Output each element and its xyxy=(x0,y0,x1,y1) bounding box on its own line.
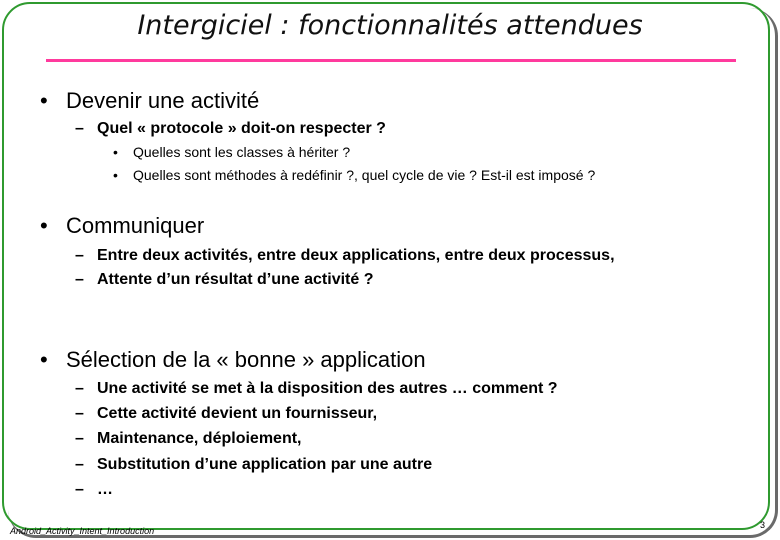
bullet-icon: • xyxy=(40,213,48,238)
subsub-item-text: Quelles sont méthodes à redéfinir ?, quel cycle de vie ? Est-il est imposé ? xyxy=(133,167,596,183)
subsub-item xyxy=(113,167,595,183)
bullet-heading: Sélection de la « bonne » application xyxy=(66,347,426,372)
sub-item-text: Attente d’un résultat d’une activité ? xyxy=(97,271,374,288)
subsub-item xyxy=(113,144,350,160)
sub-item xyxy=(75,405,377,423)
sub-item xyxy=(75,430,301,448)
dash-icon: – xyxy=(75,430,84,447)
sub-item xyxy=(75,271,373,289)
sub-item xyxy=(75,456,432,474)
sub-item xyxy=(75,481,113,499)
sub-item xyxy=(75,247,615,265)
page-number: 3 xyxy=(760,520,766,530)
dash-icon: – xyxy=(75,271,84,288)
bullet-icon: • xyxy=(40,88,48,113)
sub-item-text: Maintenance, déploiement, xyxy=(97,430,302,447)
bullet-selection-application xyxy=(40,347,426,373)
bullet-heading: Devenir une activité xyxy=(66,88,260,113)
subsub-item-text: Quelles sont les classes à hériter ? xyxy=(133,144,351,160)
sub-item-text: … xyxy=(97,481,113,498)
sub-item-text: Substitution d’une application par une autre xyxy=(97,456,433,473)
dash-icon: – xyxy=(75,120,84,137)
title-underline xyxy=(46,59,736,62)
slide-title: Intergiciel : fonctionnalités attendues xyxy=(137,10,643,41)
dash-icon: – xyxy=(75,405,84,422)
sub-item-text: Une activité se met à la disposition des autres … comment ? xyxy=(97,380,558,397)
bullet-communiquer xyxy=(40,213,204,239)
dash-icon: – xyxy=(75,380,84,397)
sub-item xyxy=(75,120,386,138)
bullet-devenir-activite xyxy=(40,88,259,114)
sub-item-text: Quel « protocole » doit-on respecter ? xyxy=(97,120,386,137)
bullet-icon: • xyxy=(113,167,118,183)
slide-frame xyxy=(2,2,770,530)
sub-item-text: Entre deux activités, entre deux applications, entre deux processus, xyxy=(97,247,615,264)
bullet-heading: Communiquer xyxy=(66,213,205,238)
dash-icon: – xyxy=(75,247,84,264)
footer-filename: Android_Activity_Intent_Introduction xyxy=(10,526,155,536)
bullet-icon: • xyxy=(113,144,118,160)
sub-item-text: Cette activité devient un fournisseur, xyxy=(97,405,378,422)
dash-icon: – xyxy=(75,481,84,498)
dash-icon: – xyxy=(75,456,84,473)
sub-item xyxy=(75,380,558,398)
bullet-icon: • xyxy=(40,347,48,372)
